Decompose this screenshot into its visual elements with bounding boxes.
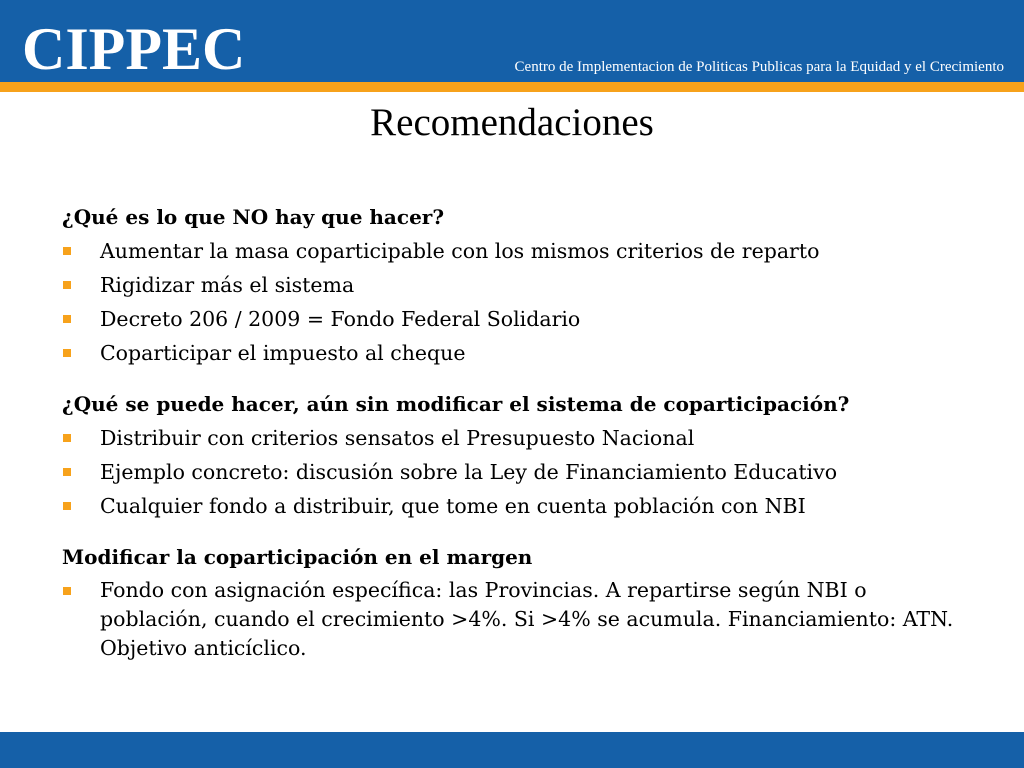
header-bar xyxy=(0,0,1024,82)
bullet-item xyxy=(62,455,962,489)
bullet-text: Distribuir con criterios sensatos el Presupuesto Nacional xyxy=(100,426,695,450)
bullet-list xyxy=(62,234,962,370)
header-accent-stripe xyxy=(0,82,1024,92)
footer-bar xyxy=(0,732,1024,768)
section-heading: ¿Qué se puede hacer, aún sin modificar el sistema de coparticipación? xyxy=(62,392,850,416)
bullet-text: Decreto 206 / 2009 = Fondo Federal Solidario xyxy=(100,307,581,331)
bullet-list xyxy=(62,574,962,663)
square-bullet-icon xyxy=(63,502,71,510)
bullet-text: Rigidizar más el sistema xyxy=(100,273,355,297)
brand-subtitle: Centro de Implementacion de Politicas Publicas para la Equidad y el Crecimiento xyxy=(514,59,1004,75)
bullet-item xyxy=(62,234,962,268)
bullet-item xyxy=(62,336,962,370)
square-bullet-icon xyxy=(63,315,71,323)
square-bullet-icon xyxy=(63,349,71,357)
bullet-item xyxy=(62,421,962,455)
bullet-item xyxy=(62,574,962,663)
section-what-can-be-done xyxy=(62,387,962,523)
bullet-item xyxy=(62,268,962,302)
brand-logo: CIPPEC xyxy=(22,16,246,82)
bullet-item xyxy=(62,302,962,336)
bullet-text: Cualquier fondo a distribuir, que tome en cuenta población con NBI xyxy=(100,494,806,518)
bullet-text: Aumentar la masa coparticipable con los mismos criterios de reparto xyxy=(100,239,820,263)
section-modify-at-margin xyxy=(62,540,962,663)
bullet-text: Ejemplo concreto: discusión sobre la Ley de Financiamiento Educativo xyxy=(100,460,838,484)
square-bullet-icon xyxy=(63,468,71,476)
bullet-text: Fondo con asignación específica: las Provincias. A repartirse según NBI o población, cuando el crecimiento >4%. Si >4% se acumula. Financiamiento: ATN. Objetivo anticíclico. xyxy=(100,578,954,660)
section-what-not-to-do xyxy=(62,200,962,370)
square-bullet-icon xyxy=(63,434,71,442)
slide-content xyxy=(62,200,962,663)
square-bullet-icon xyxy=(63,247,71,255)
square-bullet-icon xyxy=(63,281,71,289)
square-bullet-icon xyxy=(63,587,71,595)
slide-title: Recomendaciones xyxy=(370,101,654,144)
bullet-list xyxy=(62,421,962,523)
section-heading: Modificar la coparticipación en el margen xyxy=(62,545,533,569)
section-heading: ¿Qué es lo que NO hay que hacer? xyxy=(62,205,445,229)
bullet-text: Coparticipar el impuesto al cheque xyxy=(100,341,466,365)
bullet-item xyxy=(62,489,962,523)
